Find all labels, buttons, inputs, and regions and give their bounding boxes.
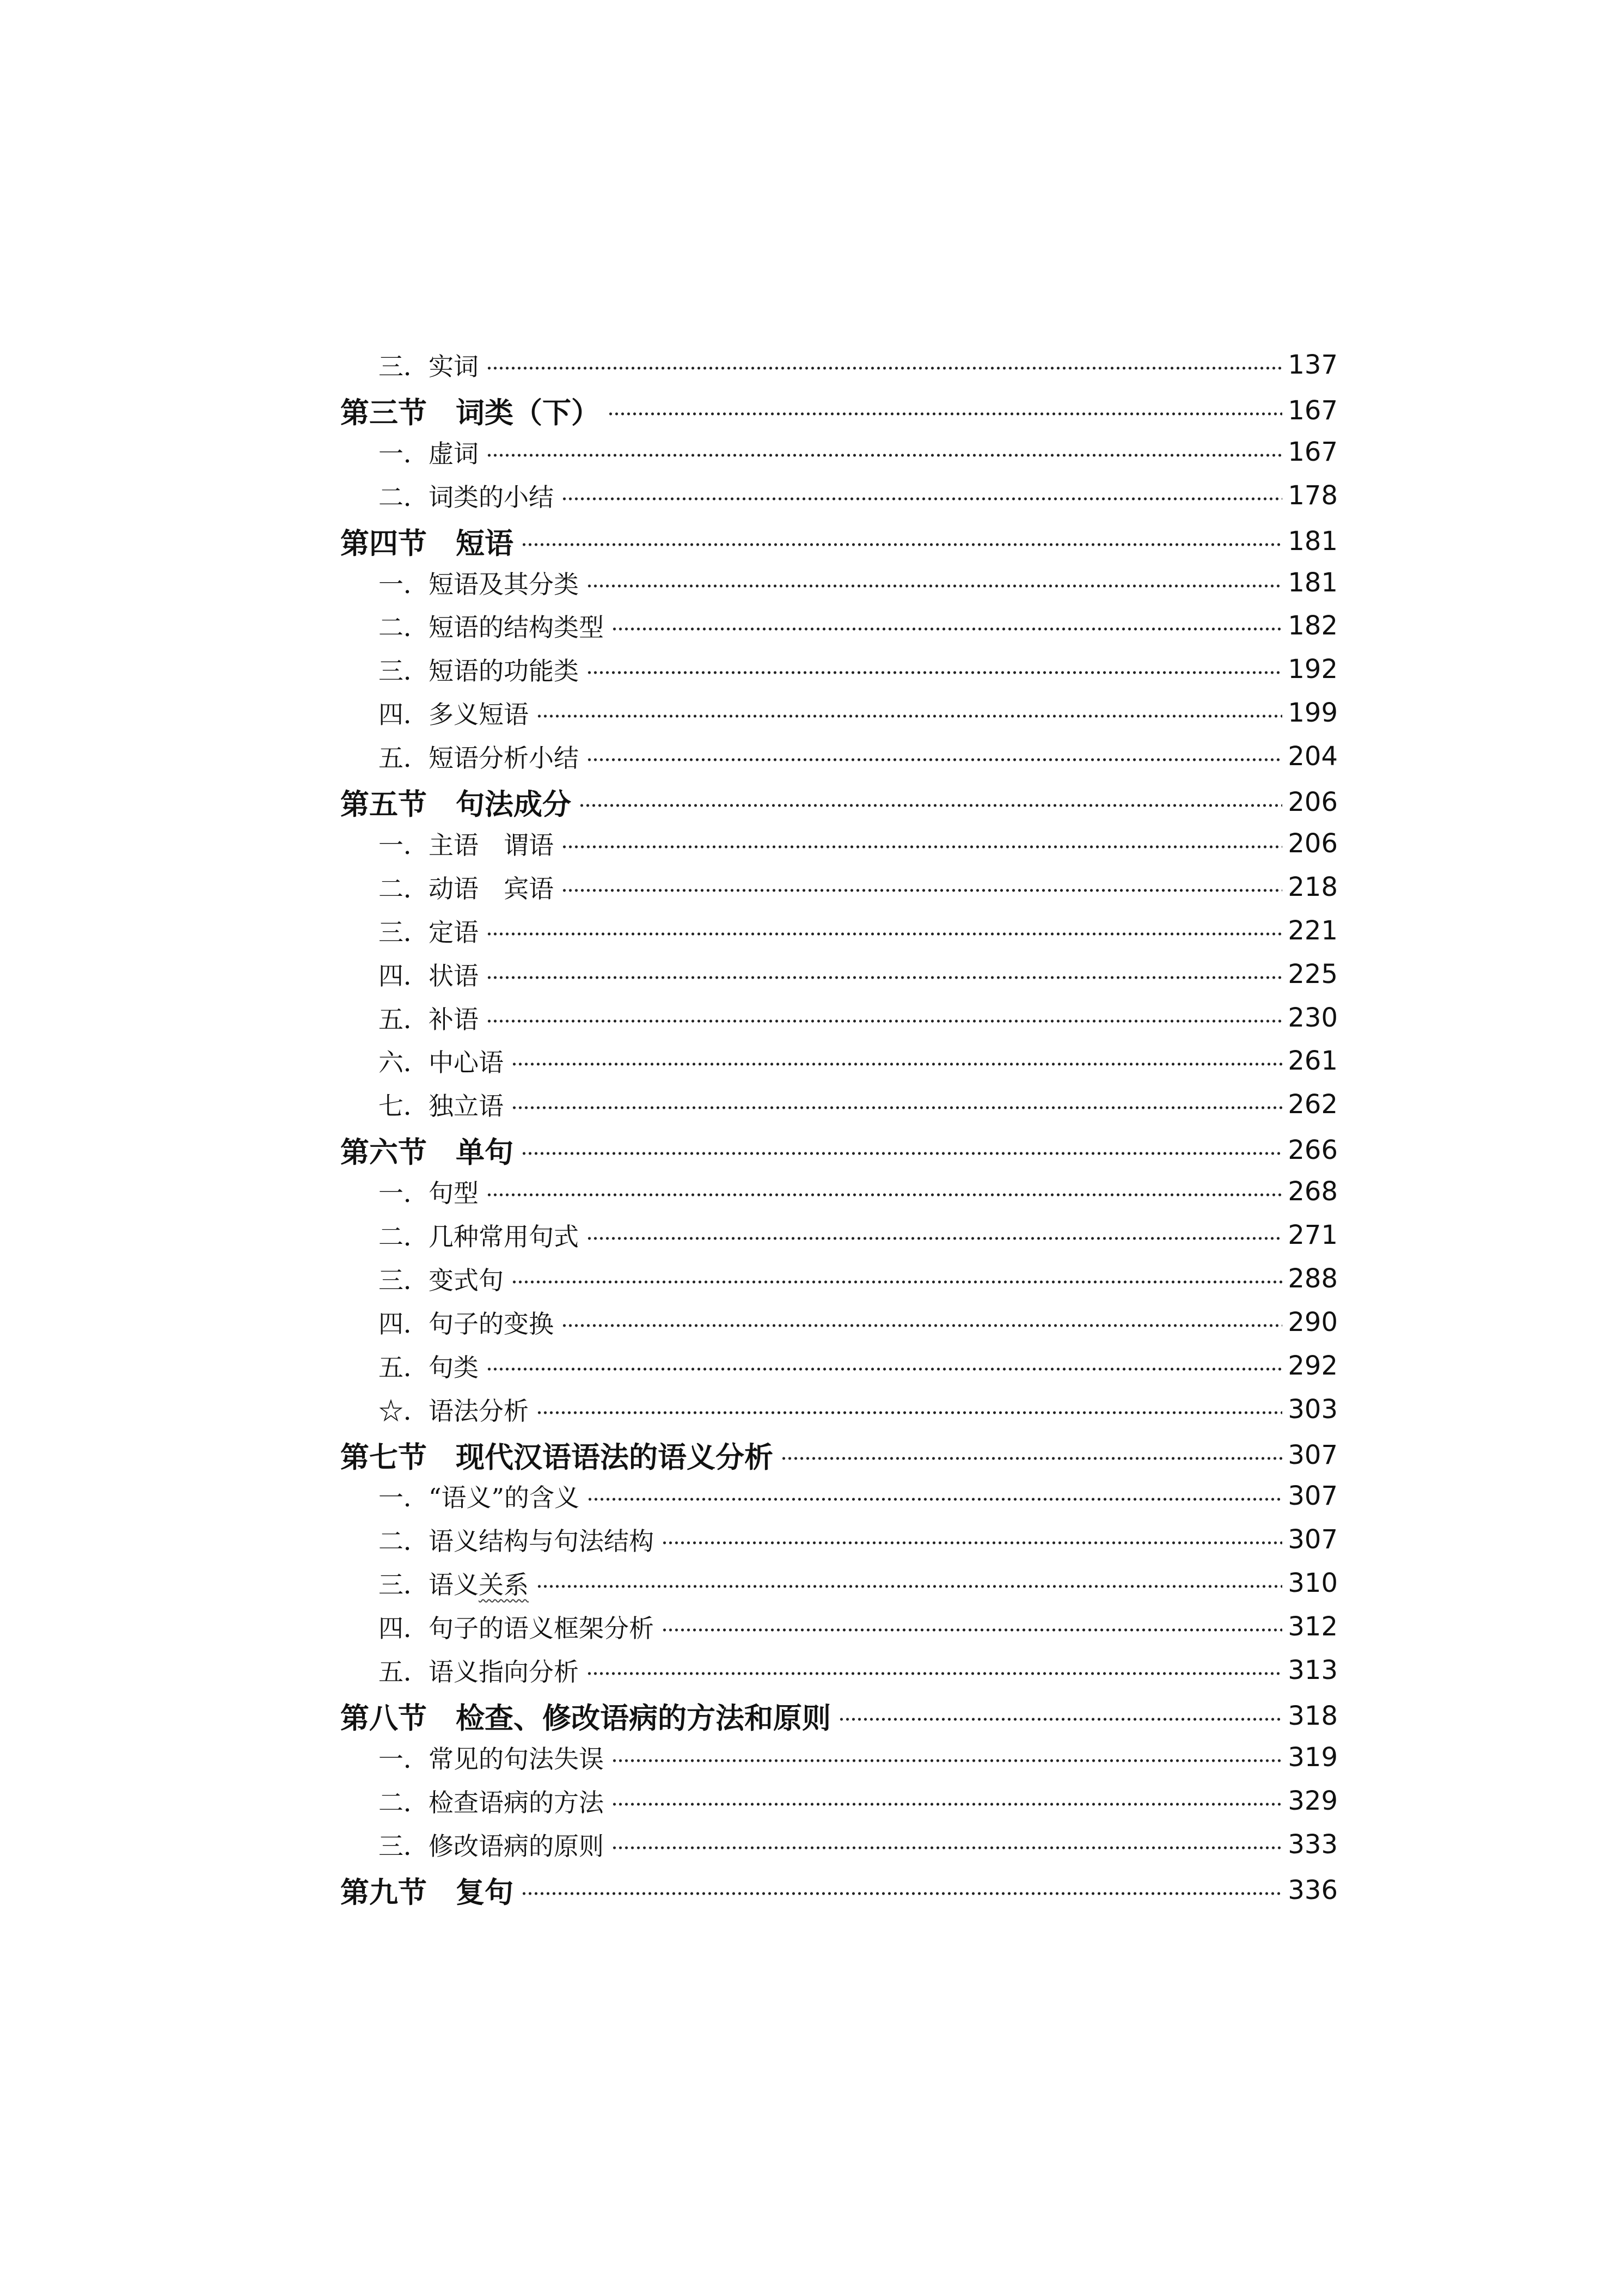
- dot-leader: [611, 1758, 1282, 1763]
- dot-leader: [579, 803, 1282, 808]
- toc-subsection-entry[interactable]: [340, 1823, 1338, 1866]
- page-number: 307: [1288, 1524, 1338, 1555]
- subsection-title: 一．“语义”的含义: [378, 1483, 580, 1513]
- toc-subsection-entry[interactable]: [340, 1388, 1338, 1431]
- subsection-title: 二．词类的小结: [378, 482, 554, 512]
- dot-leader: [561, 888, 1282, 893]
- dot-leader: [511, 1105, 1282, 1110]
- dot-leader: [561, 844, 1282, 850]
- dot-leader: [586, 1236, 1282, 1241]
- subsection-title: 二．几种常用句式: [378, 1222, 579, 1251]
- page-number: 230: [1288, 1002, 1338, 1033]
- subsection-title: 一．短语及其分类: [378, 569, 579, 599]
- toc-subsection-entry[interactable]: [340, 1300, 1338, 1344]
- toc-subsection-entry[interactable]: [340, 1083, 1338, 1126]
- subsection-title: 二．短语的结构类型: [378, 613, 604, 643]
- dot-leader: [536, 1410, 1282, 1415]
- page-number: 318: [1288, 1700, 1338, 1731]
- subsection-title: 五．句类: [378, 1352, 479, 1382]
- page-number: 167: [1288, 395, 1338, 426]
- page-number: 307: [1288, 1481, 1338, 1512]
- toc-subsection-entry[interactable]: [340, 1213, 1338, 1257]
- toc-section-entry[interactable]: [340, 1868, 1338, 1912]
- subsection-title: 三．修改语病的原则: [378, 1831, 604, 1861]
- dot-leader: [486, 1192, 1282, 1198]
- toc-subsection-entry[interactable]: [340, 1039, 1338, 1083]
- dot-leader: [586, 583, 1282, 589]
- toc-subsection-entry[interactable]: [340, 648, 1338, 691]
- subsection-title: 五．补语: [378, 1004, 479, 1034]
- subsection-title: 四．句子的变换: [378, 1309, 554, 1339]
- subsection-title: 三．语义关系: [378, 1570, 529, 1600]
- subsection-title: 一．句型: [378, 1178, 479, 1208]
- subsection-title: 四．句子的语义框架分析: [378, 1614, 654, 1644]
- toc-subsection-entry[interactable]: [340, 865, 1338, 909]
- section-title: 第六节 单句: [340, 1136, 513, 1170]
- page-number: 181: [1288, 526, 1338, 557]
- page-number: 206: [1288, 828, 1338, 859]
- page-number: 290: [1288, 1306, 1338, 1338]
- dot-leader: [838, 1717, 1282, 1722]
- section-title: 第三节 词类（下）: [340, 396, 600, 430]
- dot-leader: [511, 1279, 1282, 1285]
- toc-section-entry[interactable]: [340, 780, 1338, 824]
- toc-subsection-entry[interactable]: [340, 1736, 1338, 1779]
- page-number: 333: [1288, 1829, 1338, 1860]
- subsection-title: 五．短语分析小结: [378, 743, 579, 773]
- subsection-title: 七．独立语: [378, 1091, 504, 1121]
- toc-subsection-entry[interactable]: [340, 691, 1338, 735]
- page-number: 225: [1288, 958, 1338, 990]
- page-number: 312: [1288, 1611, 1338, 1642]
- toc-subsection-entry[interactable]: [340, 1518, 1338, 1561]
- dot-leader: [611, 1802, 1282, 1807]
- dot-leader: [521, 542, 1282, 547]
- toc-subsection-entry[interactable]: [340, 735, 1338, 778]
- section-title: 第四节 短语: [340, 527, 513, 560]
- toc-section-entry[interactable]: [340, 1694, 1338, 1738]
- page-number: 204: [1288, 741, 1338, 772]
- subsection-title: 一．虚词: [378, 438, 479, 468]
- section-title: 第九节 复句: [340, 1876, 513, 1909]
- toc-subsection-entry[interactable]: [340, 1474, 1338, 1518]
- toc-subsection-entry[interactable]: [340, 909, 1338, 952]
- toc-subsection-entry[interactable]: [340, 1648, 1338, 1692]
- page-number: 271: [1288, 1220, 1338, 1250]
- dot-leader: [486, 365, 1282, 371]
- dot-leader: [486, 1366, 1282, 1372]
- dot-leader: [561, 496, 1282, 502]
- page-number: 262: [1288, 1089, 1338, 1120]
- page-number: 268: [1288, 1176, 1338, 1207]
- page-number: 221: [1288, 915, 1338, 946]
- subsection-title: 五．语义指向分析: [378, 1657, 579, 1687]
- subsection-title: 二．动语 宾语: [378, 874, 554, 903]
- page-number: 206: [1288, 787, 1338, 817]
- section-title: 第五节 句法成分: [340, 788, 571, 821]
- page-number: 292: [1288, 1350, 1338, 1381]
- page-number: 178: [1288, 480, 1338, 511]
- toc-subsection-entry[interactable]: [340, 430, 1338, 474]
- dot-leader: [587, 1497, 1282, 1502]
- subsection-title: 三．变式句: [378, 1265, 504, 1295]
- subsection-title: 四．多义短语: [378, 700, 529, 730]
- dot-leader: [486, 975, 1282, 980]
- toc-subsection-entry[interactable]: [340, 343, 1338, 387]
- subsection-title: 三．短语的功能类: [378, 656, 579, 686]
- dot-leader: [586, 1671, 1282, 1676]
- dot-leader: [586, 757, 1282, 762]
- section-title: 第八节 检查、修改语病的方法和原则: [340, 1701, 831, 1735]
- dot-leader: [561, 1323, 1282, 1328]
- page-number: 319: [1288, 1742, 1338, 1773]
- page-number: 303: [1288, 1394, 1338, 1425]
- page-number: 199: [1288, 698, 1338, 729]
- toc-subsection-entry[interactable]: [340, 822, 1338, 865]
- dot-leader: [486, 1018, 1282, 1024]
- page-number: 288: [1288, 1263, 1338, 1294]
- subsection-title: 二．检查语病的方法: [378, 1787, 604, 1817]
- subsection-title: 六．中心语: [378, 1048, 504, 1078]
- dot-leader: [521, 1891, 1282, 1896]
- toc-section-entry[interactable]: [340, 520, 1338, 563]
- dot-leader: [486, 453, 1282, 458]
- toc-subsection-entry[interactable]: [340, 1170, 1338, 1213]
- subsection-title: 四．状语: [378, 961, 479, 991]
- dot-leader: [608, 411, 1282, 417]
- toc-subsection-entry[interactable]: [340, 996, 1338, 1040]
- toc-subsection-entry[interactable]: [340, 1257, 1338, 1300]
- dot-leader: [486, 931, 1282, 937]
- dot-leader: [611, 626, 1282, 632]
- toc-subsection-entry[interactable]: [340, 1779, 1338, 1823]
- toc-subsection-entry[interactable]: [340, 1344, 1338, 1388]
- toc-section-entry[interactable]: [340, 1128, 1338, 1172]
- page-number: 313: [1288, 1655, 1338, 1686]
- subsection-title: 三．实词: [378, 352, 479, 381]
- toc-subsection-entry[interactable]: [340, 1605, 1338, 1648]
- dot-leader: [662, 1540, 1282, 1546]
- subsection-title: 三．定语: [378, 917, 479, 947]
- toc-subsection-entry[interactable]: [340, 1561, 1338, 1605]
- page-number: 266: [1288, 1135, 1338, 1166]
- toc-subsection-entry[interactable]: [340, 561, 1338, 604]
- toc-subsection-entry[interactable]: [340, 474, 1338, 517]
- page-number: 182: [1288, 610, 1338, 642]
- subsection-title: 一．主语 谓语: [378, 830, 554, 860]
- toc-section-entry[interactable]: [340, 389, 1338, 432]
- toc-subsection-entry[interactable]: [340, 952, 1338, 996]
- page-number: 181: [1288, 567, 1338, 598]
- dot-leader: [781, 1456, 1282, 1461]
- dot-leader: [662, 1627, 1282, 1633]
- toc-section-entry[interactable]: [340, 1433, 1338, 1477]
- subsection-title: 二．语义结构与句法结构: [378, 1526, 654, 1556]
- page-number: 261: [1288, 1046, 1338, 1077]
- dot-leader: [521, 1151, 1282, 1156]
- page-number: 310: [1288, 1568, 1338, 1599]
- page-number: 218: [1288, 871, 1338, 902]
- page-number: 336: [1288, 1874, 1338, 1906]
- wavy-underline-mark: 关系: [479, 1570, 529, 1600]
- dot-leader: [536, 713, 1282, 719]
- dot-leader: [586, 670, 1282, 675]
- page-number: 137: [1288, 350, 1338, 380]
- subsection-title: 一．常见的句法失误: [378, 1744, 604, 1774]
- page-number: 167: [1288, 436, 1338, 467]
- page-number: 329: [1288, 1785, 1338, 1816]
- section-title: 第七节 现代汉语语法的语义分析: [340, 1440, 773, 1474]
- dot-leader: [536, 1584, 1282, 1589]
- dot-leader: [511, 1061, 1282, 1067]
- page-number: 192: [1288, 654, 1338, 685]
- dot-leader: [611, 1845, 1282, 1851]
- page-number: 307: [1288, 1439, 1338, 1470]
- toc-subsection-entry[interactable]: [340, 604, 1338, 648]
- subsection-title: ☆．语法分析: [378, 1396, 529, 1426]
